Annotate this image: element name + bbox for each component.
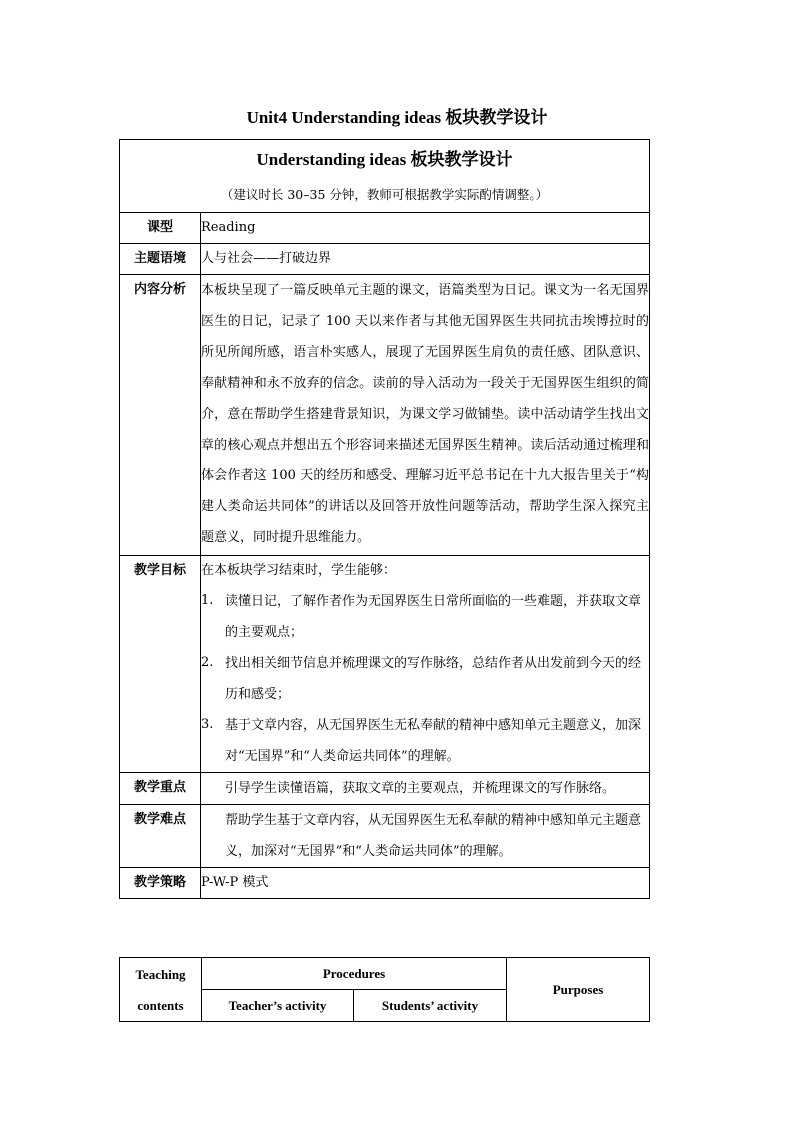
row-value-difficulties-cell: [201, 805, 650, 868]
students-activity-header: Students’ activity: [354, 990, 507, 1022]
row-value-key-points-cell: [201, 773, 650, 805]
row-label-strategy: 教学策略: [120, 868, 201, 899]
row-label-type: 课型: [120, 213, 201, 244]
key-points-text: 引导学生读懂语篇，获取文章的主要观点，并梳理课文的写作脉络。: [225, 781, 616, 797]
procedure-header-row: [120, 958, 650, 990]
row-label-theme: 主题语境: [120, 244, 201, 275]
row-label-analysis: 内容分析: [120, 275, 201, 556]
table-row: [120, 275, 650, 556]
list-item: [201, 586, 649, 648]
table-header-row: [120, 140, 650, 213]
procedure-table: [119, 957, 650, 1022]
teaching-contents-line1: Teaching: [135, 966, 186, 982]
document-title: Unit4 Understanding ideas 板块教学设计: [246, 108, 548, 127]
objective-text: 读懂日记，了解作者作为无国界医生日常所面临的一些难题，并获取文章的主要观点；: [225, 594, 642, 641]
objectives-intro: 在本板块学习结束时，学生能够：: [201, 563, 397, 579]
lesson-plan-table: [119, 139, 650, 899]
table-row: [120, 244, 650, 275]
row-value-theme: 人与社会——打破边界: [201, 244, 650, 275]
table-header-title: Understanding ideas 板块教学设计: [256, 150, 513, 169]
teacher-activity-header: Teacher’s activity: [202, 990, 354, 1022]
row-label-objectives: 教学目标: [120, 556, 201, 773]
objective-number: 2.: [201, 655, 214, 671]
difficulties-text: 帮助学生基于文章内容，从无国界医生无私奉献的精神中感知单元主题意义，加深对“无国界”和“人类命运共同体”的理解。: [225, 813, 642, 860]
objective-text: 找出相关细节信息并梳理课文的写作脉络，总结作者从出发前到今天的经历和感受；: [225, 656, 642, 703]
row-value-analysis-cell: [201, 275, 650, 556]
list-item: [201, 710, 649, 772]
objective-number: 3.: [201, 717, 214, 733]
duration-note: （建议时长 30–35 分钟，教师可根据教学实际酌情调整。）: [220, 187, 549, 202]
objective-text: 基于文章内容，从无国界医生无私奉献的精神中感知单元主题意义，加深对“无国界”和“人类命运共同体”的理解。: [225, 718, 642, 765]
objective-number: 1.: [201, 593, 214, 609]
teaching-contents-line2: contents: [137, 997, 184, 1013]
row-value-type: Reading: [201, 213, 650, 244]
table-row: [120, 556, 650, 773]
row-value-strategy: P-W-P 模式: [201, 868, 650, 899]
table-row: [120, 805, 650, 868]
purposes-header: Purposes: [507, 958, 650, 1022]
row-label-difficulties: 教学难点: [120, 805, 201, 868]
row-value-objectives-cell: [201, 556, 650, 773]
table-row: [120, 213, 650, 244]
table-row: [120, 868, 650, 899]
content-analysis-text: 本板块呈现了一篇反映单元主题的课文，语篇类型为日记。课文为一名无国界医生的日记，记录了 100 天以来作者与其他无国界医生共同抗击埃博拉时的所见所闻所感，语言朴实感人，展现了无国界医生肩负的责任感、团队意识、奉献精神和永不放弃的信念。读前的导入活动为一段关于无国界医生组织的简介，意在帮助学生搭建背景知识，为课文学习做铺垫。读中活动请学生找出文章的核心观点并想出五个形容词来描述无国界医生精神。读后活动通过梳理和体会作者这 100 天的经历和感受、理解习近平总书记在十九大报告里关于“构建人类命运共同体”的讲话以及回答开放性问题等活动，帮助学生深入探究主题意义，同时提升思维能力。: [201, 283, 650, 546]
table-row: [120, 773, 650, 805]
procedures-header: Procedures: [202, 958, 507, 990]
teaching-contents-header: [120, 958, 202, 1022]
list-item: [201, 648, 649, 710]
row-label-key-points: 教学重点: [120, 773, 201, 805]
table-header-cell: [120, 140, 650, 213]
